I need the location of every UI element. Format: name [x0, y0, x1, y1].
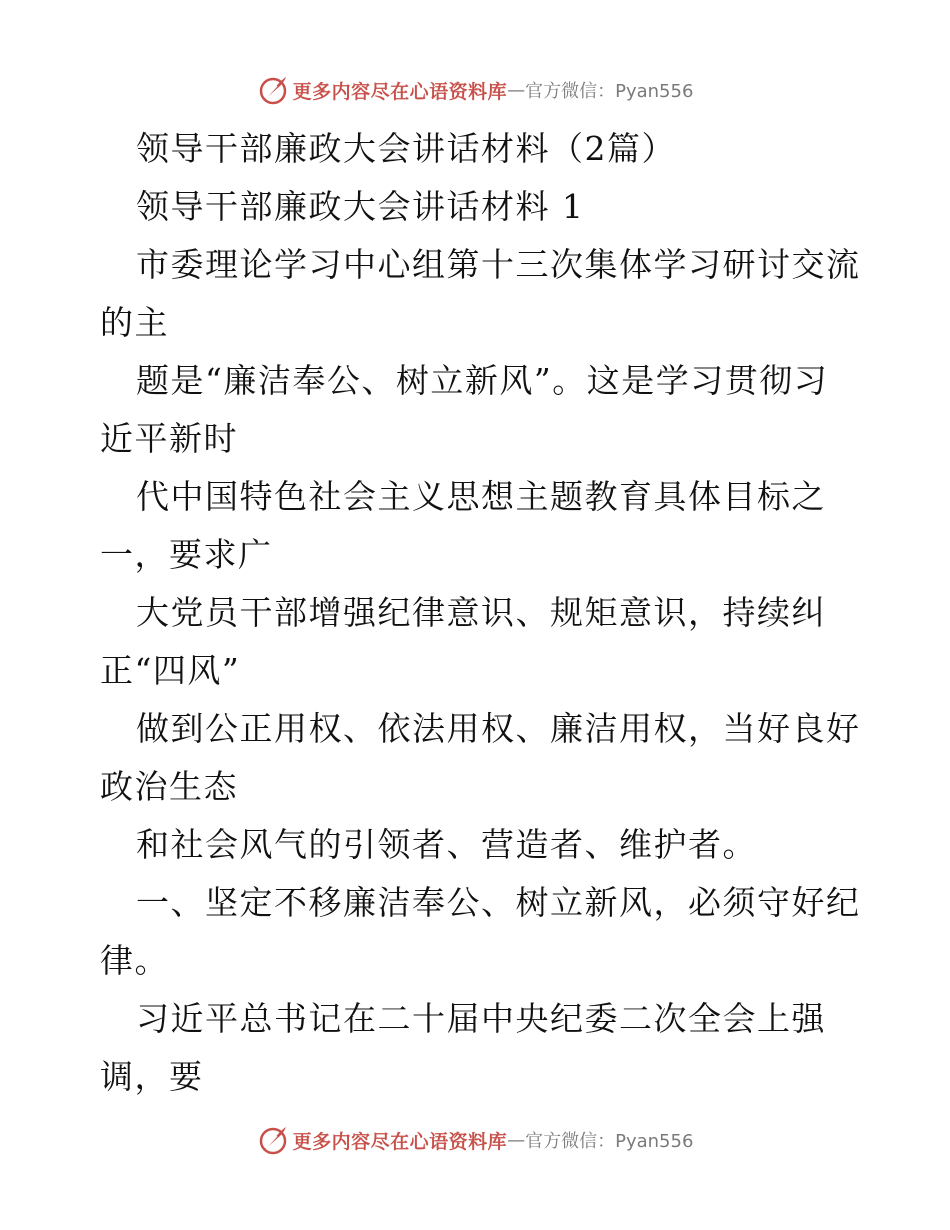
text-line: 律。 [100, 941, 169, 980]
text-line: 调，要 [100, 1057, 204, 1096]
banner-wechat-text: 官方微信：Pyan556 [525, 81, 694, 102]
doc-title: 领导干部廉政大会讲话材料（2篇） [136, 129, 676, 168]
document-body [100, 120, 860, 1106]
header-banner [0, 70, 950, 110]
text-line: 正“四风” [100, 651, 241, 690]
feather-quill-icon [257, 74, 289, 106]
text-line: 一，要求广 [100, 535, 273, 574]
text-line: 做到公正用权、依法用权、廉洁用权，当好良好 [136, 709, 861, 748]
banner-site-text: 更多内容尽在心语资料库 [292, 1130, 508, 1153]
text-line: 习近平总书记在二十届中央纪委二次全会上强 [136, 999, 826, 1038]
text-line: 代中国特色社会主义思想主题教育具体目标之 [136, 477, 826, 516]
text-line: 大党员干部增强纪律意识、规矩意识，持续纠 [136, 593, 826, 632]
text-line: 和社会风气的引领者、营造者、维护者。 [136, 825, 757, 864]
text-line: 市委理论学习中心组第十三次集体学习研讨交流 [136, 245, 861, 284]
text-line: 的主 [100, 303, 169, 342]
doc-subtitle: 领导干部廉政大会讲话材料 1 [136, 187, 585, 226]
banner-dash: — [507, 79, 526, 101]
footer-banner [0, 1120, 950, 1160]
banner-wechat-text: 官方微信：Pyan556 [525, 1131, 694, 1152]
banner-site-text: 更多内容尽在心语资料库 [292, 80, 508, 103]
text-line: 近平新时 [100, 419, 238, 458]
section-heading-1: 一、坚定不移廉洁奉公、树立新风，必须守好纪 [136, 883, 861, 922]
banner-dash: — [507, 1129, 526, 1151]
text-line: 题是“廉洁奉公、树立新风”。这是学习贯彻习 [136, 361, 829, 400]
text-line: 政治生态 [100, 767, 238, 806]
feather-quill-icon [257, 1124, 289, 1156]
